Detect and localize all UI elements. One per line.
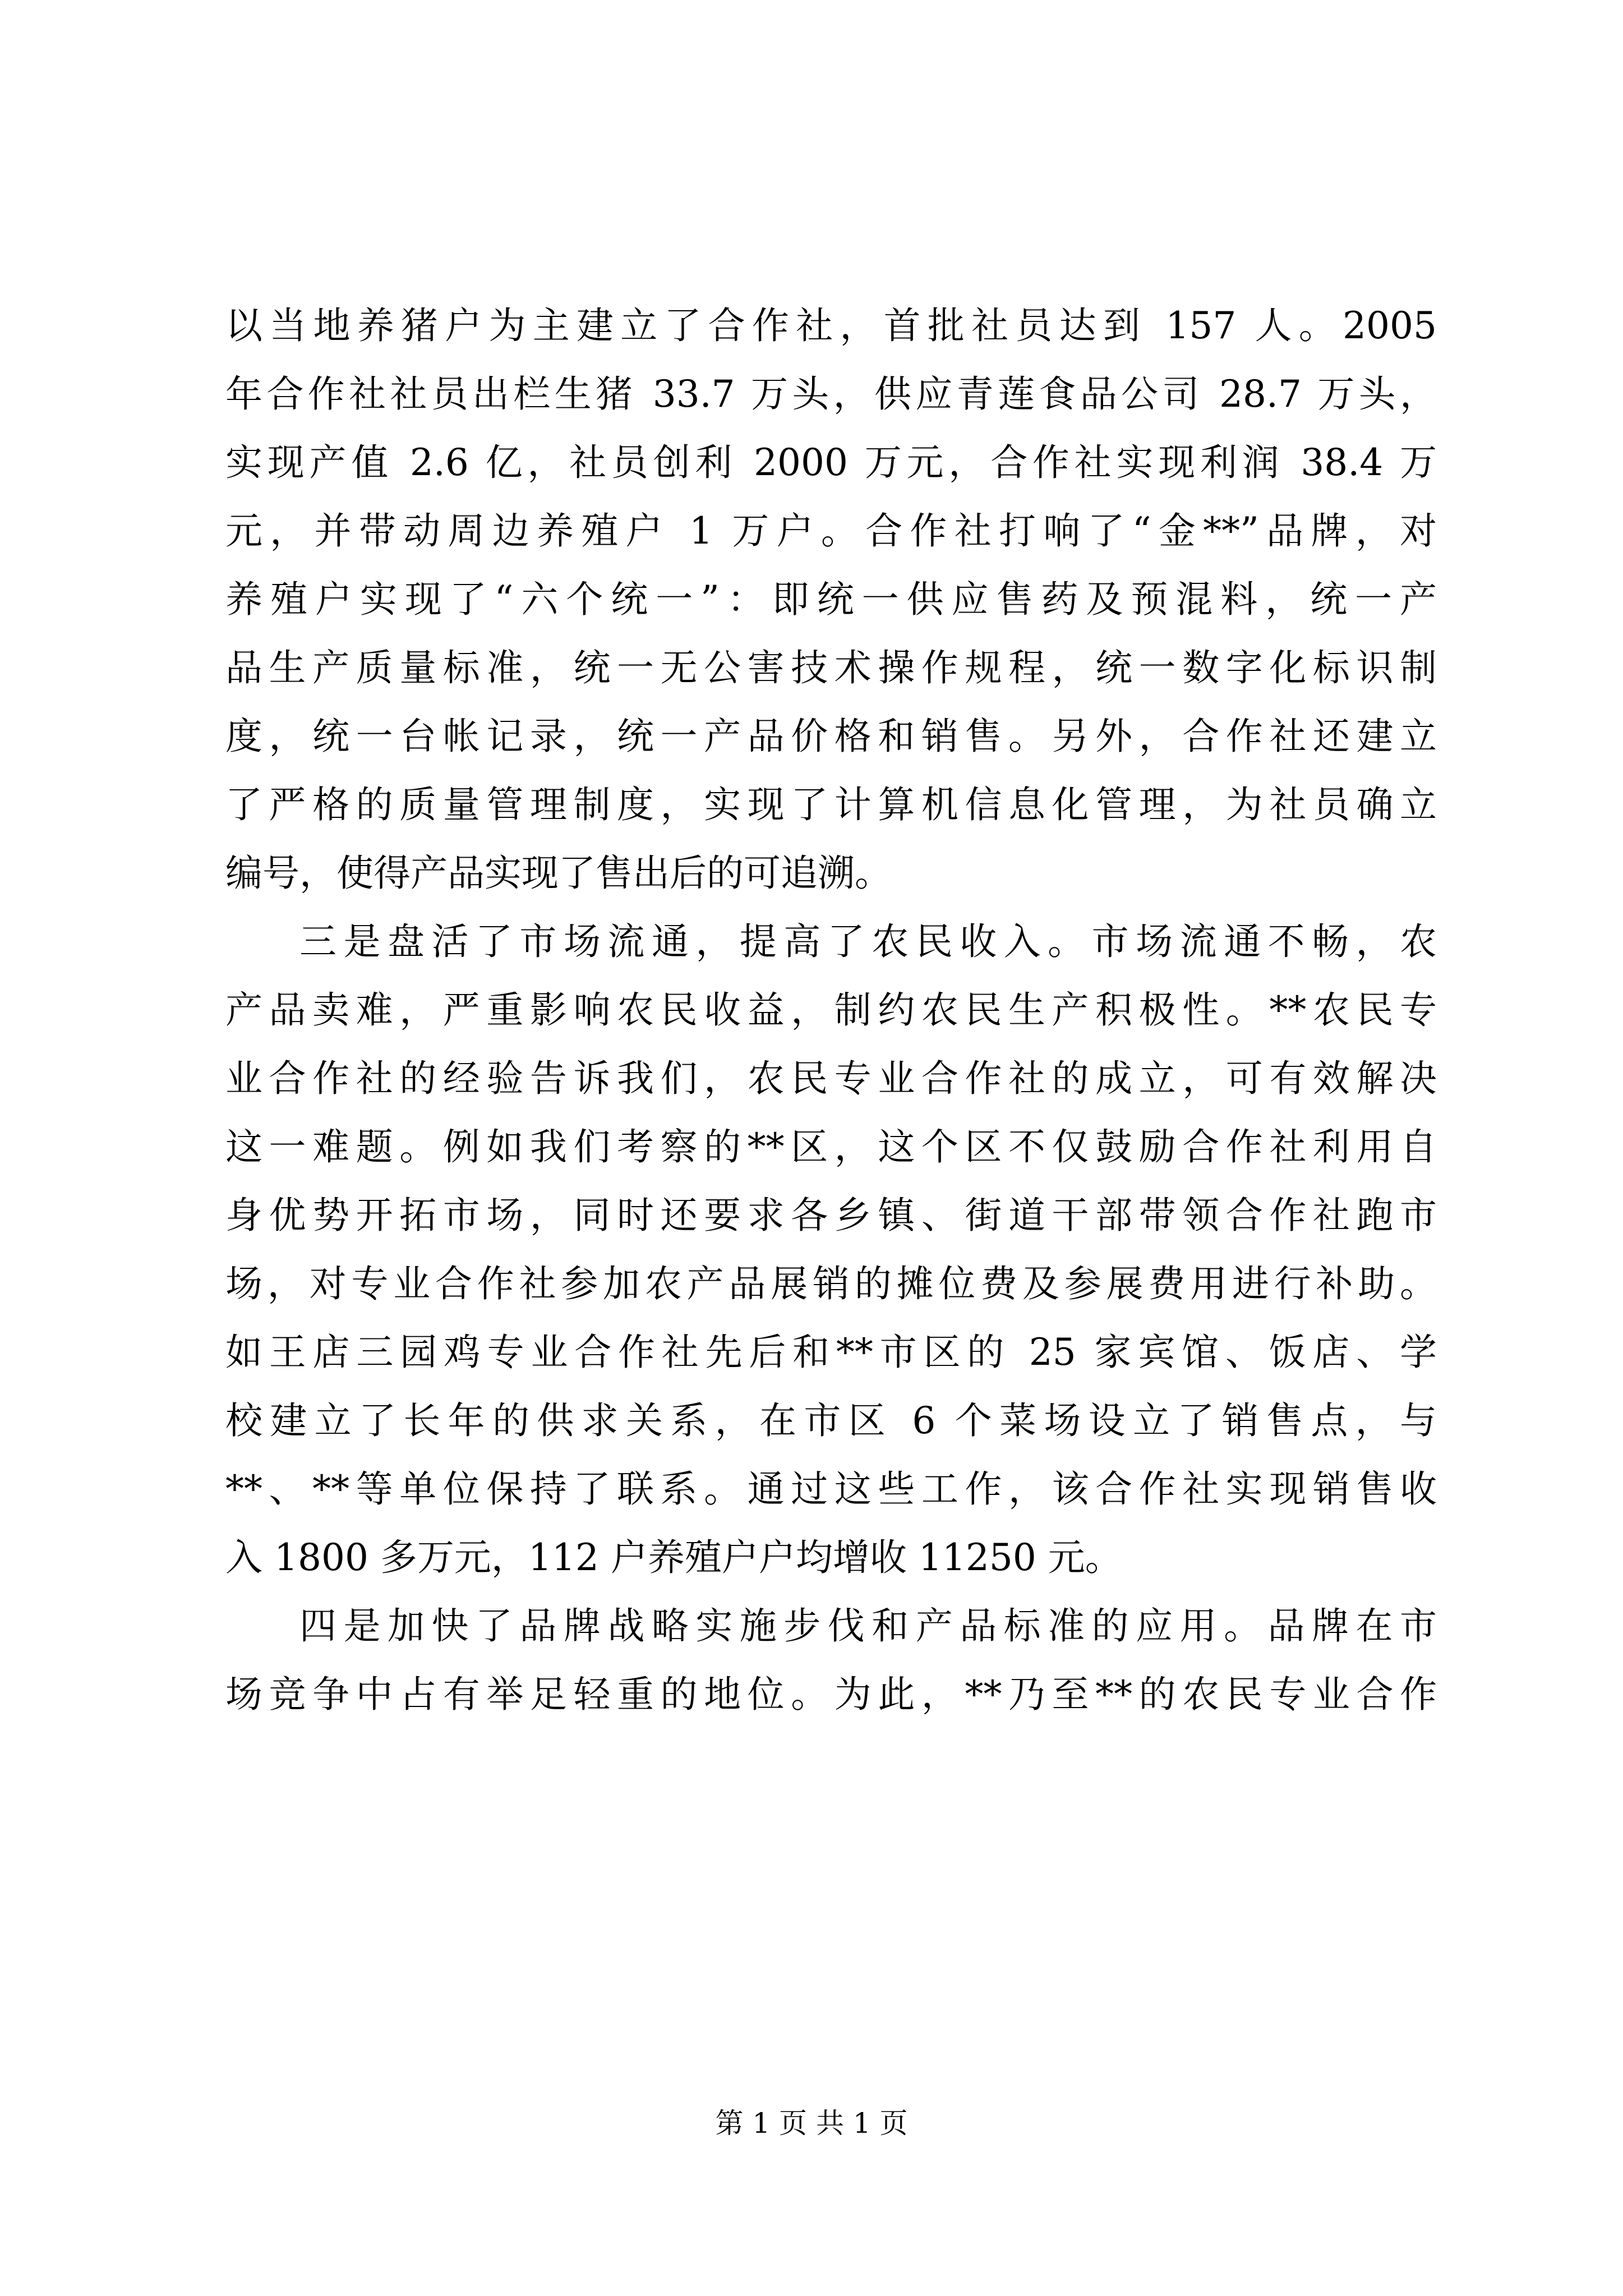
text-line: 如王店三园鸡专业合作社先后和**市区的 25 家宾馆、饭店、学 — [225, 1331, 1437, 1374]
text-line: 场竞争中占有举足轻重的地位。为此，**乃至**的农民专业合作 — [225, 1673, 1437, 1716]
text-line: 以当地养猪户为主建立了合作社，首批社员达到 157 人。2005 — [225, 304, 1437, 347]
text-line: 入 1800 多万元，112 户养殖户户均增收 11250 元。 — [225, 1536, 1122, 1579]
text-line: **、**等单位保持了联系。通过这些工作，该合作社实现销售收 — [225, 1467, 1437, 1511]
paragraph-start-line: 四是加快了品牌战略实施步伐和产品标准的应用。品牌在市 — [299, 1604, 1437, 1648]
text-line: 这一难题。例如我们考察的**区，这个区不仅鼓励合作社利用自 — [225, 1125, 1437, 1168]
text-line: 校建立了长年的供求关系，在市区 6 个菜场设立了销售点，与 — [225, 1399, 1437, 1442]
text-line: 编号，使得产品实现了售出后的可追溯。 — [225, 852, 892, 895]
text-line: 年合作社社员出栏生猪 33.7 万头，供应青莲食品公司 28.7 万头， — [225, 372, 1437, 416]
text-line: 业合作社的经验告诉我们，农民专业合作社的成立，可有效解决 — [225, 1057, 1437, 1100]
text-line: 产品卖难，严重影响农民收益，制约农民生产积极性。**农民专 — [225, 988, 1437, 1032]
paragraph-start-line: 三是盘活了市场流通，提高了农民收入。市场流通不畅，农 — [299, 920, 1437, 963]
text-line: 品生产质量标准，统一无公害技术操作规程，统一数字化标识制 — [225, 646, 1437, 689]
text-line: 了严格的质量管理制度，实现了计算机信息化管理，为社员确立 — [225, 783, 1437, 826]
page-number-footer: 第 1 页 共 1 页 — [715, 2107, 908, 2139]
text-line: 身优势开拓市场，同时还要求各乡镇、街道干部带领合作社跑市 — [225, 1194, 1437, 1237]
text-line: 元，并带动周边养殖户 1 万户。合作社打响了“金**”品牌，对 — [225, 509, 1437, 553]
text-line: 度，统一台帐记录，统一产品价格和销售。另外，合作社还建立 — [225, 715, 1437, 758]
text-line: 养殖户实现了“六个统一”：即统一供应售药及预混料，统一产 — [225, 578, 1437, 621]
text-line: 场，对专业合作社参加农产品展销的摊位费及参展费用进行补助。 — [225, 1262, 1437, 1305]
body-text — [225, 292, 1437, 1729]
text-line: 实现产值 2.6 亿，社员创利 2000 万元，合作社实现利润 38.4 万 — [225, 441, 1437, 484]
